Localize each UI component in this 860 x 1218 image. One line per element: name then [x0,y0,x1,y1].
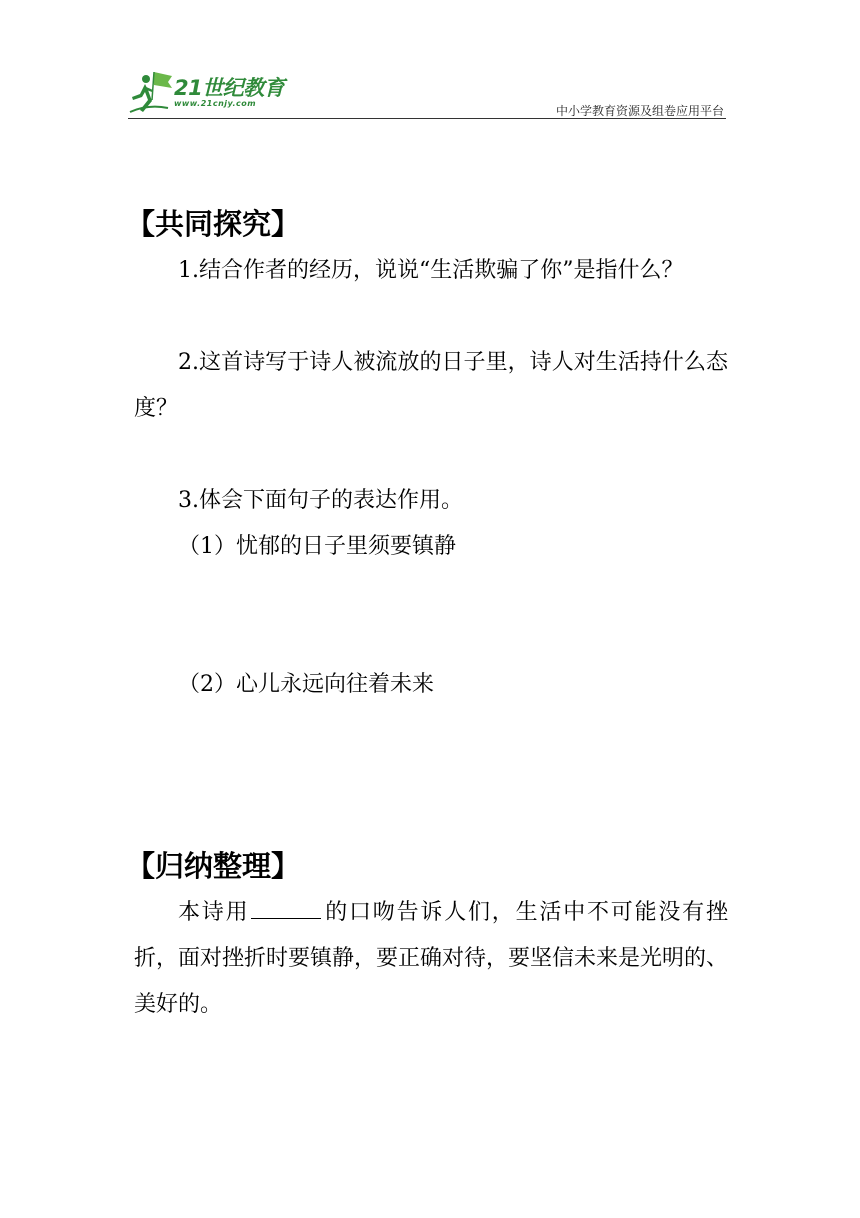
question-1: 1.结合作者的经历，说说“生活欺骗了你”是指什么？ [178,258,684,283]
logo-text: 21世纪教育 [174,76,285,100]
section-title-summary: 【归纳整理】 [126,849,301,883]
document-body [126,200,729,1028]
page-header [128,66,726,120]
answer-space-3-2 [134,708,728,842]
answer-space-1 [134,294,728,340]
summary-text-end: 的口吻告诉人们，生活中不可能没有挫折，面对挫折时要镇静，要正确对待，要坚信未来是光明的、美好的。 [134,900,729,1017]
question-3-item-1: （1）忧郁的日子里须要镇静 [178,534,456,559]
header-rule [128,118,726,119]
section-title-explore: 【共同探究】 [126,207,301,241]
summary-text-start: 本诗用 [178,900,250,925]
logo-url: www.21cnjy.com [174,99,257,108]
answer-space-2 [134,432,728,478]
fill-in-blank[interactable] [251,898,321,919]
summary-paragraph [134,890,728,1028]
question-3: 3.体会下面句子的表达作用。 [178,488,463,513]
question-2: 2.这首诗写于诗人被流放的日子里，诗人对生活持什么态度？ [134,350,728,421]
runner-icon [128,70,174,116]
question-3-item-2: （2）心儿永远向往着未来 [178,672,434,697]
logo [128,70,298,116]
header-tagline: 中小学教育资源及组卷应用平台 [555,104,724,118]
answer-space-3-1 [134,570,728,662]
